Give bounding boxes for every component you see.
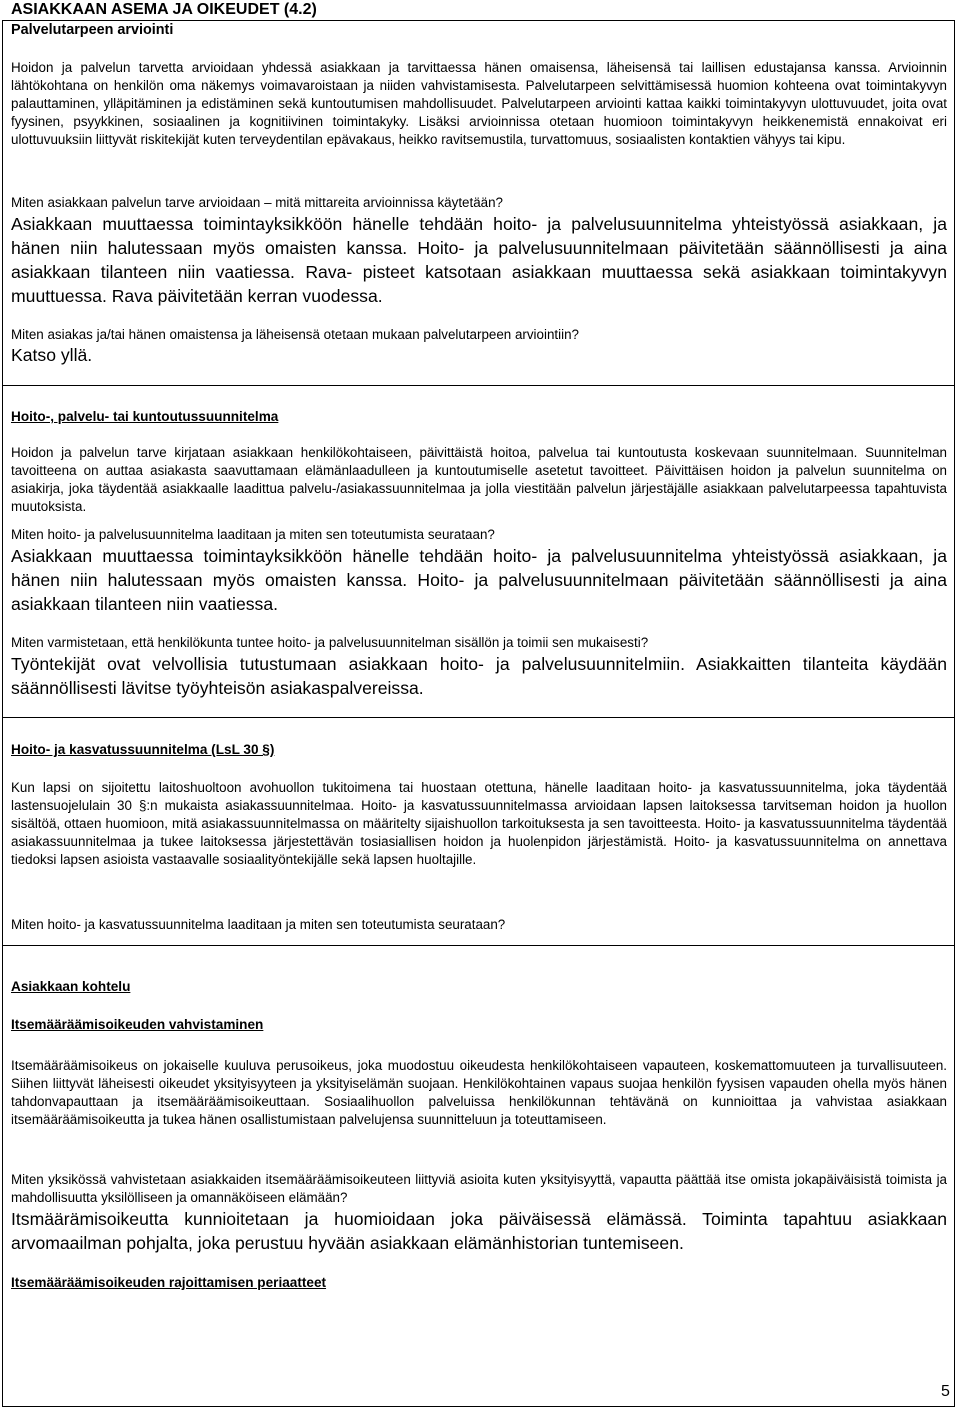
question-assessment-tools: Miten asiakkaan palvelun tarve arvioidaan – mitä mittareita arvioinnissa käytetään? (11, 195, 503, 210)
answer-care-plan: Asiakkaan muuttaessa toimintayksikköön hänelle tehdään hoito- ja palvelusuunnitelma yhteistyössä asiakkaan, ja hänen niin halutessaan myös omaisten kanssa. Hoito- ja palvelusuunnitelmaan päivitetään säännöllisesti ja aina asiakkaan tilanteen niin vaatiessa. (11, 546, 947, 614)
question-care-plan: Miten hoito- ja palvelusuunnitelma laaditaan ja miten sen toteutumista seurataan? (11, 527, 495, 542)
section-body-self-determination: Itsemääräämisoikeus on jokaiselle kuuluva perusoikeus, joka muodostuu oikeudesta henkilökohtaiseen vapauteen, koskemattomuuteen ja turvallisuuteen. Siihen liittyvät läheisesti oikeudet yksityisyyteen ja yksityiselämän suojaan. Henkilökohtainen vapaus suojaa henkilön fyysisen vapauden ohella myös hänen tahdonvapauttaan ja itsemääräämisoikeuttaan. Sosiaalihuollon palveluissa henkilökunnan tehtävänä on kunnioittaa ja vahvistaa asiakkaan itsemääräämisoikeutta ja tukea hänen osallistumistaan palvelujensa suunnitteluun ja toteuttamiseen. (11, 1058, 947, 1127)
question-client-involvement: Miten asiakas ja/tai hänen omaistensa ja läheisensä otetaan mukaan palvelutarpeen arviointiin? (11, 327, 579, 342)
question-child-care-plan: Miten hoito- ja kasvatussuunnitelma laaditaan ja miten sen toteutumista seurataan? (11, 917, 506, 932)
section-heading-care-plan: Hoito-, palvelu- tai kuntoutussuunnitelma (11, 409, 279, 424)
section-heading-assessment: Palvelutarpeen arviointi (11, 22, 174, 38)
subheading-restriction-principles: Itsemääräämisoikeuden rajoittamisen periaatteet (11, 1275, 327, 1290)
page-title: ASIAKKAAN ASEMA JA OIKEUDET (4.2) (11, 1, 317, 18)
section-body-child-care-plan: Kun lapsi on sijoitettu laitoshuoltoon avohuollon tukitoimena tai huostaan otettuna, hänelle laaditaan hoito- ja kasvatussuunnitelma, joka täydentää lastensuojelulain 30 §:n mukaista asiakassuunnitelmaa. Hoito- ja kasvatussuunnitelmassa arvioidaan lapsen laitoksessa tarvitseman hoidon ja huollon sisältöä, ottaen huomioon, mitä asiakassuunnitelmassa on määritelty sijaishuollon tarkoituksesta ja sen tavoitteesta. Hoito- ja kasvatussuunnitelma täydentää asiakassuunnitelmaa ja tukee laitoksessa järjestettävän tosiasiallisen hoidon ja huolenpidon järjestämistä. Hoito- ja kasvatussuunnitelma on annettava tiedoksi lapsen asioista vastaavalle sosiaalityöntekijälle sekä lapsen huoltajille. (11, 780, 947, 867)
section-body-care-plan: Hoidon ja palvelun tarve kirjataan asiakkaan henkilökohtaiseen, päivittäistä hoitoa, palvelua tai kuntoutusta koskevaan suunnitelmaan. Suunnitelman tavoitteena on auttaa asiakasta saavuttamaan elämänlaadulleen ja kuntoutumiselle asetetut tavoitteet. Päivittäisen hoidon ja palvelun suunnitelma on asiakirja, joka täydentää asiakkaalle laadittua palvelu-/asiakassuunnitelmaa ja jolla viestitään palvelun järjestäjälle asiakkaan palvelutarpeessa tapahtuvista muutoksista. (11, 445, 947, 514)
subheading-self-determination: Itsemääräämisoikeuden vahvistaminen (11, 1017, 264, 1032)
section-heading-child-care-plan: Hoito- ja kasvatussuunnitelma (LsL 30 §) (11, 742, 275, 757)
question-staff-awareness: Miten varmistetaan, että henkilökunta tuntee hoito- ja palvelusuunnitelman sisällön ja toimii sen mukaisesti? (11, 635, 649, 650)
answer-self-determination: Itsmäärämisoikeutta kunnioitetaan ja huomioidaan joka päiväisessä elämässä. Toiminta tapahtuu asiakkaan arvomaailman pohjalta, joka perustuu hyvään asiakkaan elämänhistorian tuntemiseen. (11, 1209, 947, 1253)
section-body-assessment: Hoidon ja palvelun tarvetta arvioidaan yhdessä asiakkaan ja tarvittaessa hänen omaisensa, läheisensä tai laillisen edustajansa kanssa. Arvioinnin lähtökohtana on henkilön oma näkemys voimavaroistaan ja niiden vahvistamisesta. Palvelutarpeen selvittämisessä huomion kohteena ovat toimintakyvyn palauttaminen, ylläpitäminen ja edistäminen sekä kuntoutumisen mahdollisuudet. Palvelutarpeen arviointi kattaa kaikki toimintakyvyn ulottuvuudet, joita ovat fyysinen, psyykkinen, sosiaalinen ja kognitiivinen toimintakyky. Lisäksi arvioinnissa otetaan huomioon toimintakyvyn heikkenemistä ennakoivat eri ulottuvuuksiin liittyvät riskitekijät kuten terveydentilan epävakaus, heikko ravitsemustila, turvattomuus, sosiaalisten kontaktien vähyys tai kipu. (11, 60, 947, 147)
answer-staff-awareness: Työntekijät ovat velvollisia tutustumaan asiakkaan hoito- ja palvelusuunnitelmiin. Asiakkaitten tilanteita käydään säännöllisesti lävitse työyhteisön asiakaspalvereissa. (11, 654, 947, 698)
question-self-determination: Miten yksikössä vahvistetaan asiakkaiden itsemääräämisoikeuteen liittyviä asioita kuten yksityisyyttä, vapautta päättää itse omista jokapäiväisistä toimista ja mahdollisuutta yksilölliseen ja omannäköiseen elämään? (11, 1172, 947, 1205)
answer-client-involvement: Katso yllä. (11, 345, 93, 365)
section-heading-client-treatment: Asiakkaan kohtelu (11, 979, 131, 994)
answer-assessment-tools: Asiakkaan muuttaessa toimintayksikköön hänelle tehdään hoito- ja palvelusuunnitelma yhteistyössä asiakkaan, ja hänen niin halutessaan myös omaisten kanssa. Hoito- ja palvelusuunnitelmaan päivitetään säännöllisesti ja aina asiakkaan tilanteen niin vaatiessa. Rava- pisteet katsotaan asiakkaan muuttaessa sekä asiakkaan toimintakyvyn muuttuessa. Rava päivitetään kerran vuodessa. (11, 214, 947, 306)
page-number: 5 (941, 1383, 950, 1400)
